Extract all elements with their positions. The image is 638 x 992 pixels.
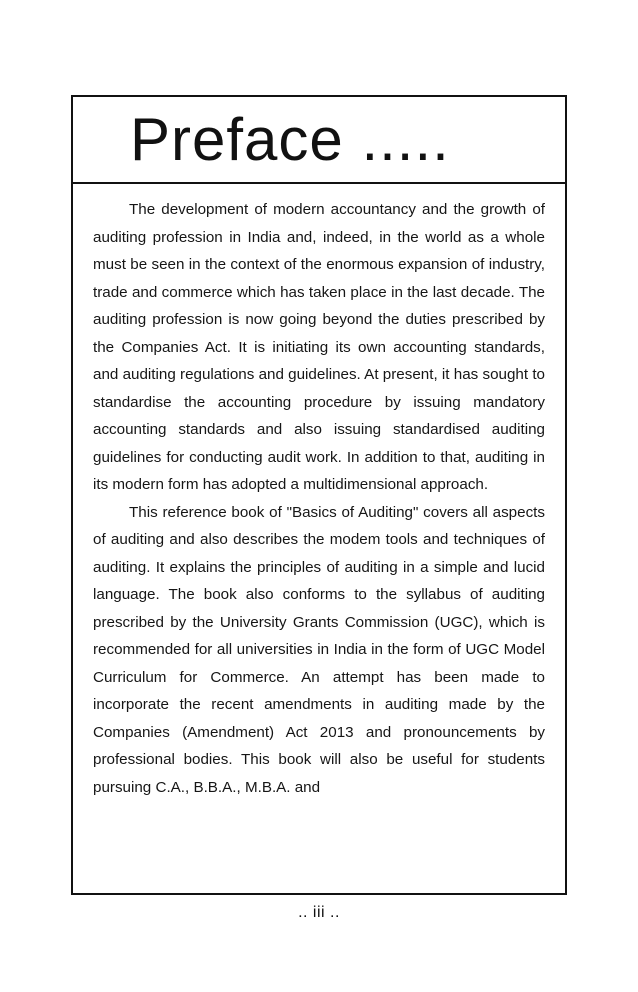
preface-body xyxy=(73,184,565,801)
page-title: Preface ..... xyxy=(130,106,450,173)
paragraph-reference-book: This reference book of "Basics of Auditing" covers all aspects of auditing and also describes the modem tools and techniques of auditing. It explains the principles of auditing in a simple and lucid language. The book also conforms to the syllabus of auditing prescribed by the University Grants Commission (UGC), which is recommended for all universities in India in the form of UGC Model Curriculum for Commerce. An attempt has been made to incorporate the recent amendments in auditing made by the Companies (Amendment) Act 2013 and pronouncements by professional bodies. This book will also be useful for students pursuing C.A., B.B.A., M.B.A. and xyxy=(93,503,545,796)
page-frame xyxy=(71,95,567,895)
title-band xyxy=(73,97,565,184)
page-number: .. iii .. xyxy=(298,904,340,921)
paragraph-development: The development of modern accountancy and the growth of auditing profession in India and, indeed, in the world as a whole must be seen in the context of the enormous expansion of industry, trade and commerce which has taken place in the last decade. The auditing profession is now going beyond the duties prescribed by the Companies Act. It is initiating its own accounting standards, and auditing regulations and guidelines. At present, it has sought to standardise the accounting procedure by issuing mandatory accounting standards and also issuing standardised auditing guidelines for conducting audit work. In addition to that, auditing in its modern form has adopted a multidimensional approach. xyxy=(93,201,545,493)
